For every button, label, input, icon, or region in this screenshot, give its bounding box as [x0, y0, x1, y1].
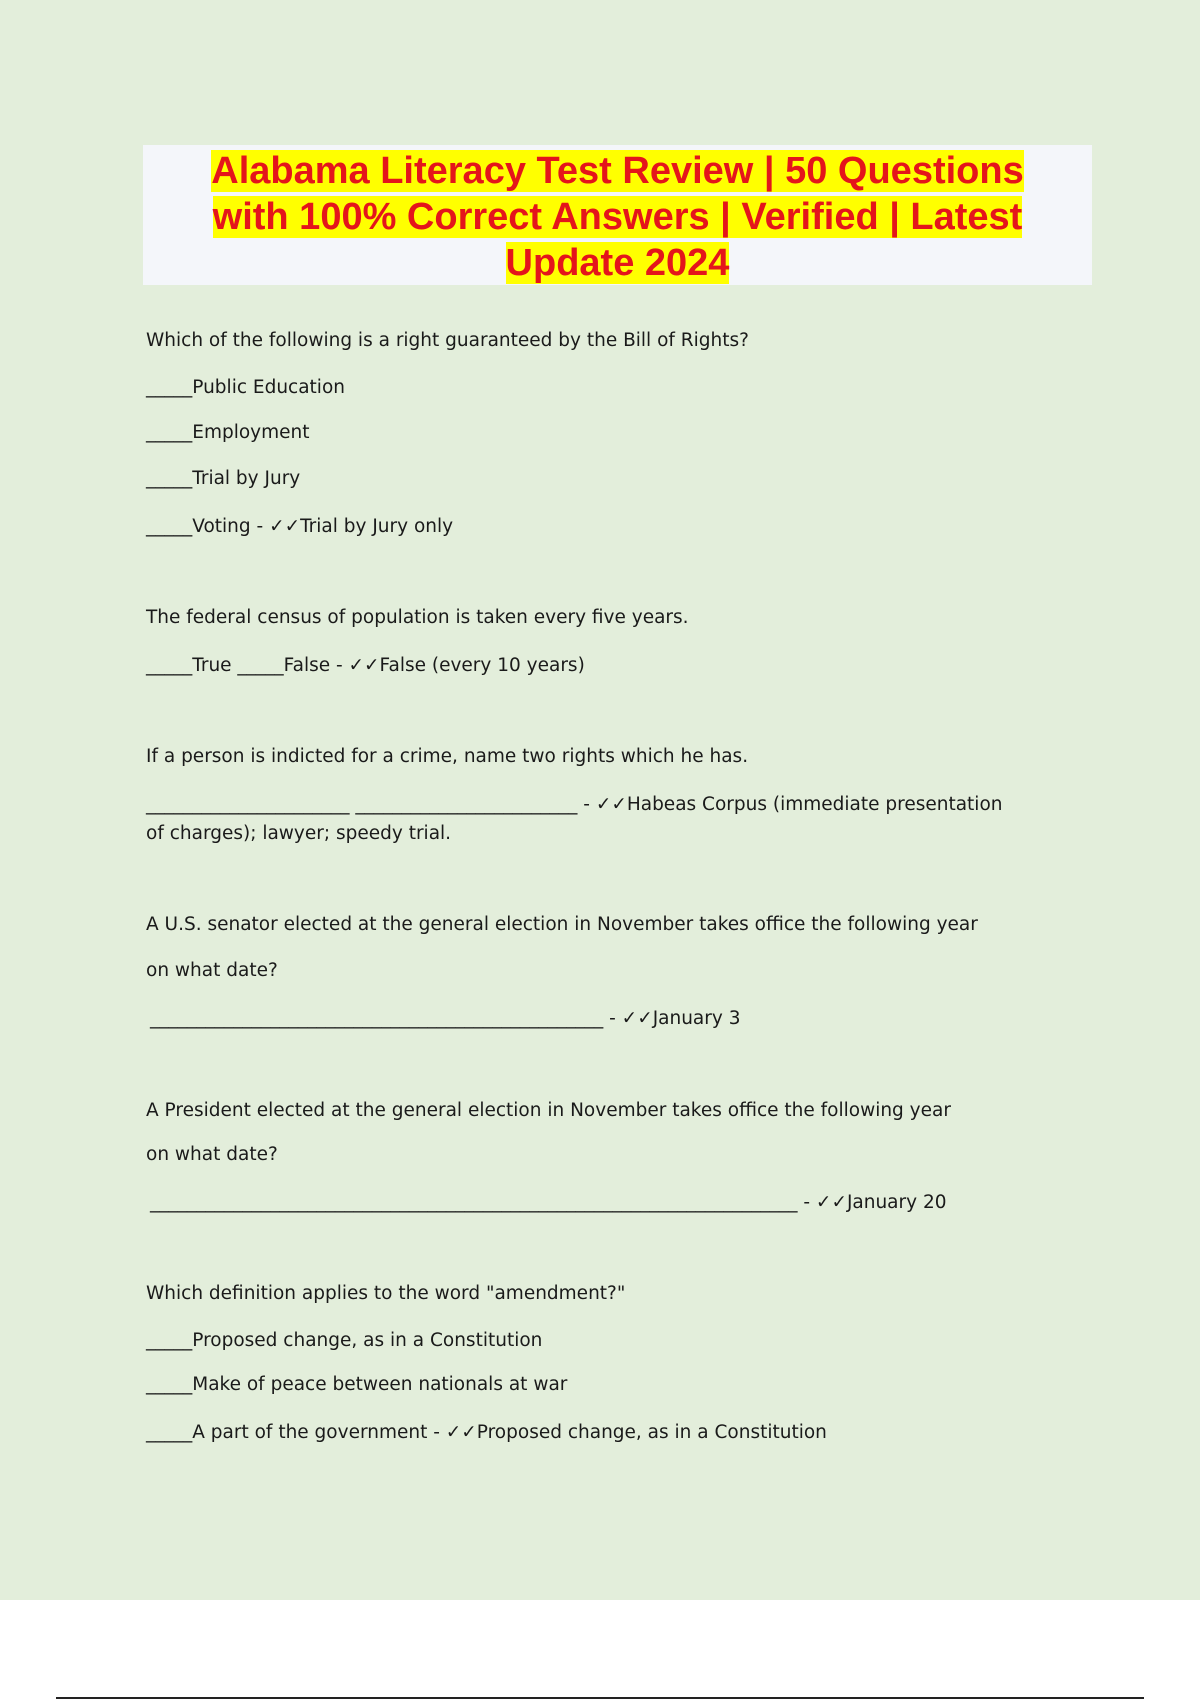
question-2-text: The federal census of population is taken every five years. — [146, 607, 689, 628]
title-box — [143, 145, 1092, 285]
question-1-option-1: _____Public Education — [146, 377, 345, 398]
question-5-text-cont: on what date? — [146, 1144, 278, 1165]
question-3-answer: ______________________ ________________________ - ✓✓Habeas Corpus (immediate presentation — [146, 794, 1003, 815]
question-1-option-4-answer: _____Voting - ✓✓Trial by Jury only — [146, 516, 454, 537]
title-line-1: Alabama Literacy Test Review | 50 Questions — [211, 150, 1024, 192]
question-4-text: A U.S. senator elected at the general election in November takes office the following year — [146, 914, 978, 935]
question-5-answer: ______________________________________________________________________ - ✓✓January 20 — [150, 1192, 947, 1213]
question-3-answer-cont: of charges); lawyer; speedy trial. — [146, 823, 452, 844]
page-footer — [0, 1600, 1200, 1700]
question-6-option-1: _____Proposed change, as in a Constitution — [146, 1330, 543, 1351]
question-6-option-2: _____Make of peace between nationals at war — [146, 1374, 568, 1395]
question-1-option-3: _____Trial by Jury — [146, 468, 301, 489]
question-5-text: A President elected at the general election in November takes office the following year — [146, 1100, 951, 1121]
question-3-text: If a person is indicted for a crime, name two rights which he has. — [146, 746, 749, 767]
question-6-text: Which definition applies to the word "amendment?" — [146, 1283, 626, 1304]
document-title — [143, 145, 1092, 286]
title-line-2: with 100% Correct Answers | Verified | Latest — [212, 196, 1023, 238]
footer-divider — [56, 1697, 1144, 1699]
question-1-option-2: _____Employment — [146, 422, 310, 443]
title-line-3: Update 2024 — [505, 242, 730, 284]
question-4-answer: _________________________________________________ - ✓✓January 3 — [150, 1008, 741, 1029]
question-2-answer: _____True _____False - ✓✓False (every 10 years) — [146, 655, 585, 676]
question-6-option-3-answer: _____A part of the government - ✓✓Proposed change, as in a Constitution — [146, 1422, 827, 1443]
question-4-text-cont: on what date? — [146, 960, 278, 981]
question-1-text: Which of the following is a right guaranteed by the Bill of Rights? — [146, 330, 749, 351]
